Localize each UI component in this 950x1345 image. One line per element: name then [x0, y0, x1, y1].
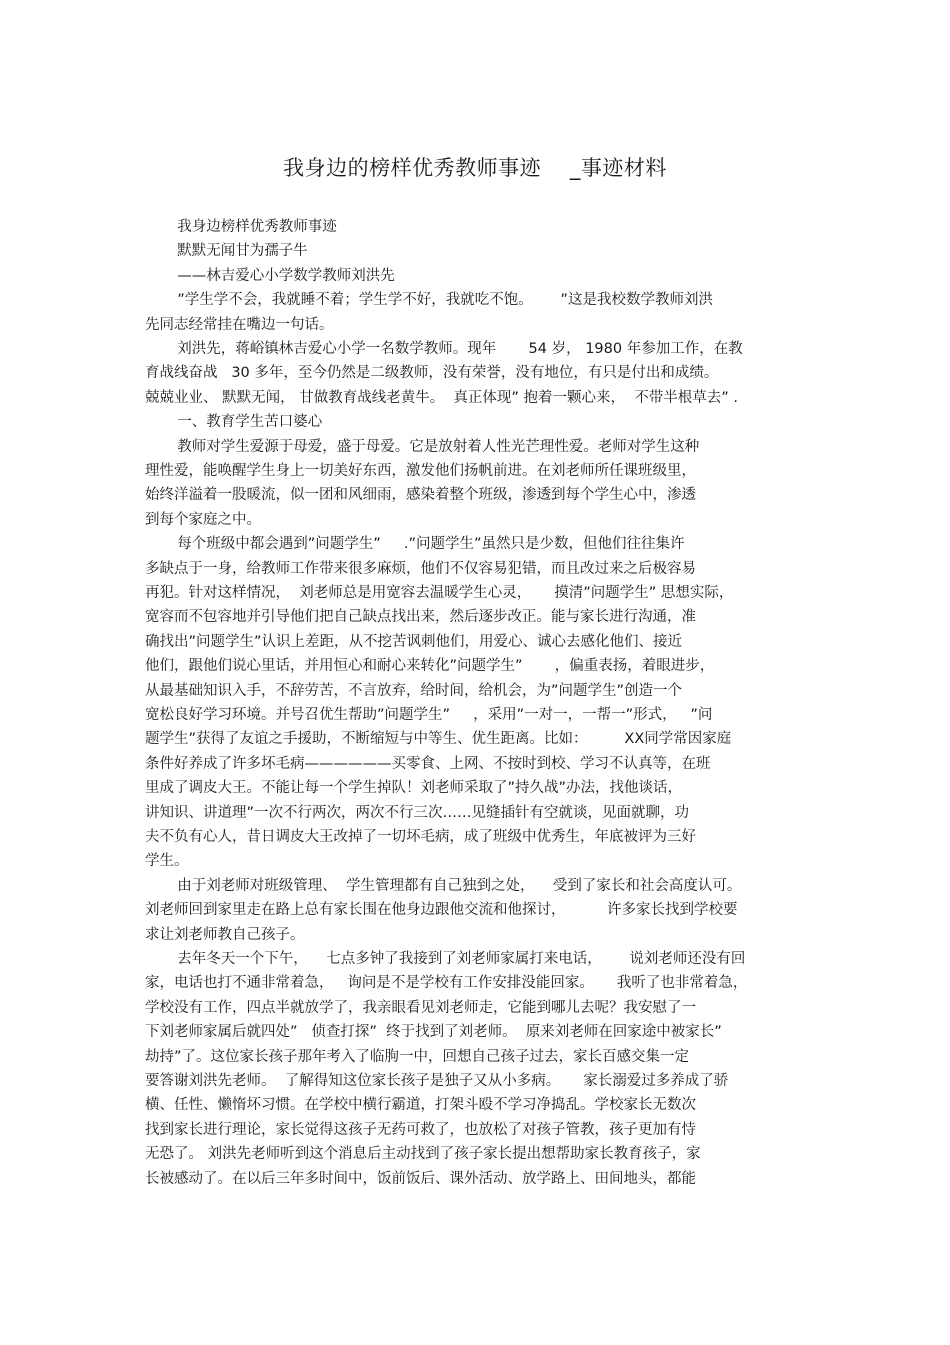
- body-text-line: 求让刘老师教自己孩子。: [145, 926, 305, 943]
- body-text-line: 多缺点于一身，给教师工作带来很多麻烦，他们不仅容易犯错，而且改过来之后极容易: [145, 560, 696, 577]
- body-text-line: 学生。: [145, 853, 189, 870]
- body-text-line: 条件好养成了许多坏毛病——————买零食、上网、不按时到校、学习不认真等，在班: [145, 755, 711, 772]
- body-text-line: 育战线奋战 30 多年，至今仍然是二级教师，没有荣誉，没有地位，有只是付出和成绩。: [145, 365, 719, 382]
- body-text-line: 家，电话也打不通非常着急， 询问是不是学校有工作安排没能回家。 我听了也非常着急，: [145, 975, 748, 992]
- body-text-line: 他们，跟他们说心里话，并用恒心和耐心来转化”问题学生” ，偏重表扬，着眼进步，: [145, 658, 715, 675]
- body-text-line: 找到家长进行理论，家长觉得这孩子无药可救了，也放松了对孩子管教，孩子更加有恃: [145, 1121, 696, 1138]
- body-text-line: 题学生”获得了友谊之手援助，不断缩短与中等生、优生距离。比如： XX同学常因家庭: [145, 731, 732, 748]
- body-text-line: 始终洋溢着一股暖流，似一团和风细雨，感染着整个班级，渗透到每个学生心中，渗透: [145, 487, 696, 504]
- body-text-line: 我身边榜样优秀教师事迹: [145, 219, 337, 235]
- body-text-line: 教师对学生爱源于母爱，盛于母爱。它是放射着人性光芒理性爱。老师对学生这种: [145, 438, 700, 455]
- body-text-line: 刘老师回到家里走在路上总有家长围在他身边跟他交流和他探讨， 许多家长找到学校要: [145, 902, 738, 919]
- body-text-line: 无恐了。 刘洪先老师听到这个消息后主动找到了孩子家长提出想帮助家长教育孩子，家: [145, 1146, 701, 1163]
- body-text-line: 讲知识、讲道理”一次不行两次，两次不行三次……见缝插针有空就谈，见面就聊，功: [145, 804, 690, 821]
- document-title: 我身边的榜样优秀教师事迹 _事迹材料: [283, 156, 667, 180]
- body-text-line: 由于刘老师对班级管理、 学生管理都有自己独到之处， 受到了家长和社会高度认可。: [145, 877, 742, 894]
- body-text-line: 夫不负有心人，昔日调皮大王改掉了一切坏毛病，成了班级中优秀生，年底被评为三好: [145, 829, 696, 845]
- body-text-line: ”学生学不会，我就睡不着；学生学不好，我就吃不饱。 ”这是我校数学教师刘洪: [145, 292, 713, 309]
- body-text-line: 横、任性、懒惰坏习惯。在学校中横行霸道，打架斗殴不学习净捣乱。学校家长无数次: [145, 1097, 696, 1114]
- body-text-line: 默默无闻甘为孺子牛: [145, 243, 308, 260]
- body-text-line: 每个班级中都会遇到”问题学生” .”问题学生”虽然只是少数，但他们往往集许: [145, 536, 685, 553]
- body-text-line: 里成了调皮大王。不能让每一个学生掉队！刘老师采取了”持久战”办法，找他谈话，: [145, 780, 683, 797]
- body-text-line: 从最基础知识入手，不辞劳苦，不言放弃，给时间，给机会，为”问题学生”创造一个: [145, 682, 683, 699]
- body-text-line: 长被感动了。在以后三年多时间中，饭前饭后、课外活动、放学路上、田间地头，都能: [145, 1170, 696, 1187]
- body-text-line: 到每个家庭之中。: [145, 511, 261, 528]
- body-text-line: 劫持”了。这位家长孩子那年考入了临朐一中，回想自己孩子过去，家长百感交集一定: [145, 1048, 690, 1065]
- body-text-line: 一、教育学生苦口婆心: [145, 414, 323, 431]
- body-text-line: 确找出”问题学生”认识上差距，从不挖苦讽刺他们，用爱心、诚心去感化他们、接近: [145, 633, 683, 650]
- body-text-line: 刘洪先，蒋峪镇林吉爱心小学一名数学教师。现年 54 岁， 1980 年参加工作，在教: [145, 341, 743, 357]
- body-text-line: 学校没有工作，四点半就放学了，我亲眼看见刘老师走，它能到哪儿去呢？我安慰了一: [145, 999, 696, 1016]
- body-text-line: ——林吉爱心小学数学教师刘洪先: [145, 267, 395, 284]
- body-text-line: 宽松良好学习环境。并号召优生帮助”问题学生” ，采用”一对一，一帮一”形式， ”问: [145, 707, 713, 723]
- body-text-line: 先同志经常挂在嘴边一句话。: [145, 316, 334, 333]
- body-text-line: 去年冬天一个下午， 七点多钟了我接到了刘老师家属打来电话， 说刘老师还没有回: [145, 951, 746, 967]
- body-text-line: 再犯。针对这样情况， 刘老师总是用宽容去温暖学生心灵， 摸清”问题学生” 思想实际，: [145, 585, 734, 601]
- body-text-line: 下刘老师家属后就四处” 侦查打探” 终于找到了刘老师。 原来刘老师在回家途中被家长”: [145, 1024, 722, 1041]
- body-text-line: 理性爱，能唤醒学生身上一切美好东西，激发他们扬帆前进。在刘老师所任课班级里，: [145, 463, 696, 479]
- body-text-line: 要答谢刘洪先老师。 了解得知这位家长孩子是独子又从小多病。 家长溺爱过多养成了骄: [145, 1073, 729, 1089]
- body-text-line: 宽容而不包容地并引导他们把自己缺点找出来，然后逐步改正。能与家长进行沟通，准: [145, 609, 696, 626]
- body-text-line: 兢兢业业、 默默无闻， 甘做教育战线老黄牛。 真正体现” 抱着一颗心来， 不带半根草去” .: [145, 389, 739, 406]
